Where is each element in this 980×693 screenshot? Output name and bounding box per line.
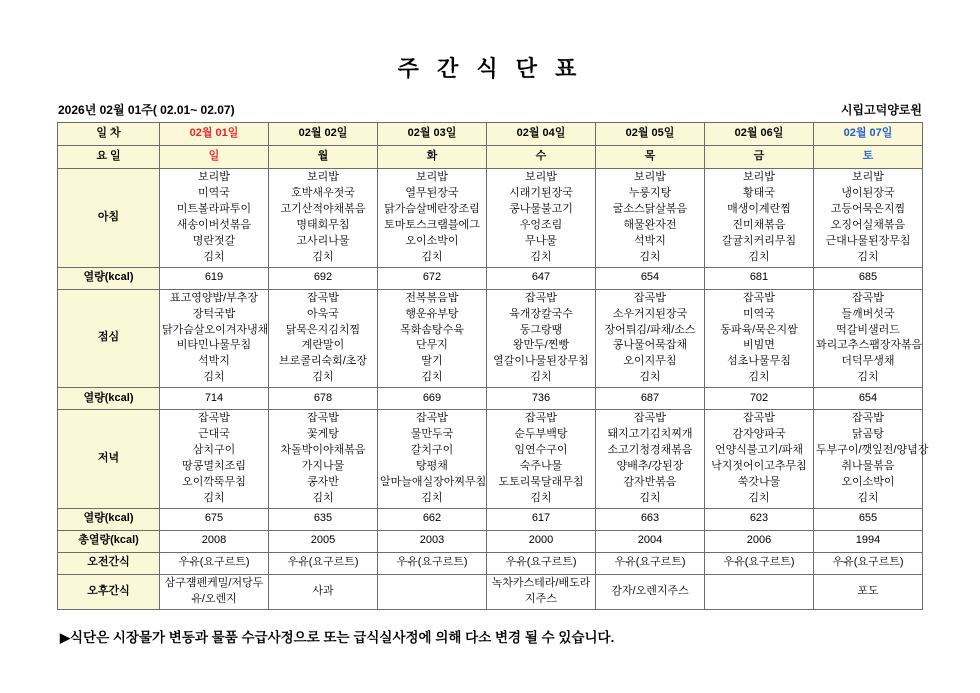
am-snack-0: 우유(요구르트) (160, 552, 269, 574)
menu-item: 황태국 (743, 186, 775, 199)
menu-item: 고사리나물 (296, 234, 350, 247)
menu-item: 굴소스닭살볶음 (612, 202, 688, 215)
pm-snack-1: 사과 (269, 574, 378, 609)
row-label-pm-snack: 오후간식 (58, 574, 160, 609)
menu-item: 차돌박이야채볶음 (280, 444, 366, 457)
row-label-am-snack: 오전간식 (58, 552, 160, 574)
menu-item: 행운유부탕 (405, 307, 459, 320)
menu-item: 닭가슴살메란장조림 (384, 202, 480, 215)
menu-item: 보리밥 (634, 171, 666, 183)
menu-item: 딸기 (421, 355, 443, 368)
row-label-lunch: 점심 (58, 289, 160, 388)
dinner-cell-5 (705, 410, 814, 509)
am-snack-6: 우유(요구르트) (814, 552, 923, 574)
dow-0: 일 (160, 146, 269, 169)
menu-item: 갈치구이 (410, 444, 454, 457)
dow-2: 화 (378, 146, 487, 169)
menu-item: 소고기청경채볶음 (607, 444, 693, 457)
menu-item: 잡곡밥 (634, 412, 666, 425)
lunch-kcal-2: 669 (378, 388, 487, 410)
dinner-cell-4 (596, 410, 705, 509)
menu-item: 김치 (639, 491, 661, 504)
table-row-pm-snack (58, 574, 923, 609)
pm-snack-0: 삼구쟴펜케밀/저당두유/오렌지 (160, 574, 269, 609)
row-label-kcal-breakfast: 열량(kcal) (58, 267, 160, 289)
menu-item: 잡곡밥 (525, 412, 557, 425)
menu-item: 삼치구이 (192, 444, 236, 457)
menu-item: 목화솜탕수육 (400, 323, 464, 336)
lunch-kcal-4: 687 (596, 388, 705, 410)
menu-item: 꽈리고추스팸장자볶음 (816, 339, 923, 352)
footnote (0, 610, 980, 646)
menu-item: 동그랑땡 (519, 323, 563, 336)
dinner-kcal-4: 663 (596, 508, 705, 530)
menu-item: 물만두국 (410, 428, 454, 441)
menu-item: 보리밥 (198, 171, 230, 183)
menu-item: 석박지 (198, 355, 230, 368)
menu-item: 갈귤치커리무침 (721, 234, 797, 247)
dinner-cell-3 (487, 410, 596, 509)
dinner-kcal-6: 655 (814, 508, 923, 530)
menu-item: 임연수구이 (514, 444, 568, 457)
am-snack-1: 우유(요구르트) (269, 552, 378, 574)
breakfast-kcal-5: 681 (705, 267, 814, 289)
footnote-arrow-icon: ▶ (60, 629, 70, 645)
menu-item: 콩나물어묵잡채 (612, 339, 688, 352)
dinner-cell-0 (160, 410, 269, 509)
footnote-text: 식단은 시장물가 변동과 물품 수급사정으로 또는 급식실사정에 의해 다소 변경 될 수 있습니다. (70, 629, 615, 645)
menu-item: 우엉조림 (519, 218, 563, 231)
menu-item: 콩나물불고기 (509, 202, 573, 215)
menu-item: 김치 (639, 250, 661, 263)
dow-3: 수 (487, 146, 596, 169)
breakfast-cell-3 (487, 169, 596, 268)
am-snack-2: 우유(요구르트) (378, 552, 487, 574)
menu-item: 새송이버섯볶음 (176, 218, 252, 231)
lunch-kcal-5: 702 (705, 388, 814, 410)
row-label-kcal-lunch: 열량(kcal) (58, 388, 160, 410)
menu-item: 잡곡밥 (307, 291, 339, 304)
date-header-4: 02월 05일 (596, 123, 705, 146)
menu-item: 육개장칼국수 (509, 307, 573, 320)
row-label-kcal-dinner: 열량(kcal) (58, 508, 160, 530)
menu-item: 김치 (530, 371, 552, 384)
row-label-dinner: 저녁 (58, 410, 160, 509)
menu-item: 가지나물 (301, 460, 345, 473)
lunch-cell-5 (705, 289, 814, 388)
dinner-kcal-3: 617 (487, 508, 596, 530)
pm-snack-2 (378, 574, 487, 609)
breakfast-kcal-6: 685 (814, 267, 923, 289)
table-row-date (58, 123, 923, 146)
row-label-dow: 요 일 (58, 146, 160, 169)
table-row-dinner-kcal (58, 508, 923, 530)
menu-item: 탕평채 (416, 460, 448, 473)
menu-item: 잡곡밥 (852, 412, 884, 425)
menu-item: 김치 (748, 250, 770, 263)
table-row-breakfast (58, 169, 923, 268)
menu-item: 순두부백탕 (514, 428, 568, 441)
menu-item: 열무된장국 (405, 186, 459, 199)
total-kcal-0: 2008 (160, 530, 269, 552)
breakfast-cell-4 (596, 169, 705, 268)
breakfast-kcal-1: 692 (269, 267, 378, 289)
menu-item: 김치 (203, 491, 225, 504)
menu-item: 진미채볶음 (732, 218, 786, 231)
menu-item: 김치 (421, 491, 443, 504)
breakfast-cell-2 (378, 169, 487, 268)
dinner-cell-6 (814, 410, 929, 509)
menu-item: 들깨버섯국 (841, 307, 895, 320)
menu-item: 장어튀김/파채/소스 (604, 323, 696, 336)
menu-item: 오이소박이 (841, 476, 895, 488)
menu-item: 잡곡밥 (743, 412, 775, 425)
dow-4: 목 (596, 146, 705, 169)
menu-item: 두부구이/깻잎전/양념장 (816, 444, 929, 457)
menu-item: 더덕무생채 (841, 355, 895, 368)
dow-6: 토 (814, 146, 923, 169)
menu-item: 단무지 (416, 339, 448, 352)
menu-item: 미역국 (198, 186, 230, 199)
menu-item: 김치 (857, 491, 879, 504)
menu-item: 비타민나물무침 (176, 339, 252, 352)
breakfast-kcal-3: 647 (487, 267, 596, 289)
menu-item: 근대국 (198, 428, 230, 441)
menu-item: 취나물볶음 (841, 460, 895, 473)
date-header-6: 02월 07일 (814, 123, 923, 146)
menu-item: 오이소박이 (405, 234, 459, 247)
lunch-kcal-1: 678 (269, 388, 378, 410)
menu-item: 닭가슴살오이겨자냉채 (162, 323, 269, 336)
menu-item: 김치 (748, 491, 770, 504)
breakfast-kcal-4: 654 (596, 267, 705, 289)
menu-item: 소우거지된장국 (612, 307, 688, 320)
menu-item: 보리밥 (852, 171, 884, 183)
menu-item: 언양식불고기/파채 (714, 444, 804, 457)
dow-5: 금 (705, 146, 814, 169)
dow-1: 월 (269, 146, 378, 169)
total-kcal-6: 1994 (814, 530, 923, 552)
breakfast-cell-0 (160, 169, 269, 268)
menu-item: 해물완자전 (623, 218, 677, 231)
lunch-cell-0 (160, 289, 269, 388)
lunch-kcal-6: 654 (814, 388, 923, 410)
am-snack-4: 우유(요구르트) (596, 552, 705, 574)
pm-snack-4: 감자/오렌지주스 (596, 574, 705, 609)
menu-item: 잡곡밥 (852, 291, 884, 304)
menu-item: 보리밥 (743, 171, 775, 183)
row-label-date: 일 차 (58, 123, 160, 146)
menu-item: 숙주나물 (519, 460, 563, 473)
menu-item: 김치 (312, 491, 334, 504)
menu-item: 무나물 (525, 234, 557, 247)
menu-item: 고등어묵은지찜 (830, 202, 906, 215)
table-row-dinner (58, 410, 923, 509)
table-row-lunch (58, 289, 923, 388)
dinner-cell-1 (269, 410, 378, 509)
am-snack-5: 우유(요구르트) (705, 552, 814, 574)
menu-item: 김치 (312, 250, 334, 263)
breakfast-cell-6 (814, 169, 923, 268)
table-row-lunch-kcal (58, 388, 923, 410)
menu-item: 보리밥 (307, 171, 339, 183)
total-kcal-2: 2003 (378, 530, 487, 552)
dinner-kcal-1: 635 (269, 508, 378, 530)
lunch-cell-3 (487, 289, 596, 388)
menu-item: 미역국 (743, 307, 775, 320)
menu-item: 명란젓갈 (192, 234, 236, 247)
menu-item: 김치 (748, 371, 770, 384)
table-row-dow (58, 146, 923, 169)
menu-item: 석박지 (634, 234, 666, 247)
menu-item: 닭곰탕 (852, 428, 884, 441)
menu-item: 냉이된장국 (841, 186, 895, 199)
menu-item: 김치 (421, 250, 443, 263)
total-kcal-3: 2000 (487, 530, 596, 552)
menu-item: 잡곡밥 (198, 412, 230, 425)
breakfast-cell-1 (269, 169, 378, 268)
menu-item: 왕만두/찐빵 (512, 339, 570, 352)
menu-item: 감자반볶음 (623, 476, 677, 488)
menu-item: 김치 (857, 250, 879, 263)
menu-item: 김치 (203, 371, 225, 384)
lunch-cell-6 (814, 289, 923, 388)
lunch-kcal-3: 736 (487, 388, 596, 410)
menu-item: 매생이계란찜 (727, 202, 791, 215)
menu-item: 보리밥 (525, 171, 557, 183)
menu-item: 브로콜리숙회/초장 (278, 355, 368, 368)
institution-label: 시립고덕양로원 (840, 103, 922, 117)
pm-snack-3: 녹차카스테라/배도라지주스 (487, 574, 596, 609)
menu-item: 잡곡밥 (307, 412, 339, 425)
table-row-total-kcal (58, 530, 923, 552)
menu-item: 동파육/묵은지쌈 (720, 323, 798, 336)
menu-item: 낙지젓어이고추무침 (711, 460, 807, 473)
menu-item: 도토리묵달래무침 (498, 476, 584, 488)
menu-item: 계란말이 (301, 339, 345, 352)
breakfast-kcal-2: 672 (378, 267, 487, 289)
date-header-3: 02월 04일 (487, 123, 596, 146)
row-label-total-kcal: 총열량(kcal) (58, 530, 160, 552)
menu-item: 비빔면 (743, 339, 775, 352)
menu-item: 쑥갓나물 (737, 476, 781, 488)
total-kcal-5: 2006 (705, 530, 814, 552)
menu-item: 섬초나물무침 (727, 355, 791, 368)
menu-item: 꽃게탕 (307, 428, 339, 441)
date-header-0: 02월 01일 (160, 123, 269, 146)
menu-item: 보리밥 (416, 171, 448, 183)
page-title: 주 간 식 단 표 (397, 56, 583, 81)
menu-item: 오이깍뚝무침 (182, 476, 246, 488)
dinner-kcal-0: 675 (160, 508, 269, 530)
total-kcal-1: 2005 (269, 530, 378, 552)
menu-item: 김치 (639, 371, 661, 384)
weekly-menu-table (57, 122, 929, 610)
menu-item: 열갈이나물된장무침 (493, 355, 589, 368)
row-label-breakfast: 아침 (58, 169, 160, 268)
menu-item: 장턱국밥 (192, 307, 236, 320)
menu-item: 김치 (857, 371, 879, 384)
table-row-am-snack (58, 552, 923, 574)
menu-item: 잡곡밥 (416, 412, 448, 425)
pm-snack-5 (705, 574, 814, 609)
menu-item: 토마토스크램블에그 (384, 218, 480, 231)
menu-item: 알마늘애실장아찌무침 (380, 476, 487, 488)
table-row-breakfast-kcal (58, 267, 923, 289)
date-header-1: 02월 02일 (269, 123, 378, 146)
menu-item: 김치 (312, 371, 334, 384)
lunch-cell-4 (596, 289, 705, 388)
menu-item: 떡갈비샐러드 (836, 323, 900, 336)
menu-item: 오이지무침 (623, 355, 677, 368)
menu-item: 미트볼라파투이 (176, 202, 252, 215)
menu-item: 명태회무침 (296, 218, 350, 231)
menu-item: 감자양파국 (732, 428, 786, 441)
menu-item: 누룽지탕 (628, 186, 672, 199)
menu-item: 김치 (421, 371, 443, 384)
period-label: 2026년 02월 01주( 02.01~ 02.07) (58, 103, 235, 117)
meta-row (0, 83, 980, 122)
menu-item: 표고영양밥/부추장 (169, 291, 259, 304)
dinner-kcal-5: 623 (705, 508, 814, 530)
total-kcal-4: 2004 (596, 530, 705, 552)
menu-item: 김치 (530, 491, 552, 504)
menu-item: 잡곡밥 (743, 291, 775, 304)
lunch-cell-1 (269, 289, 378, 388)
menu-item: 양배추/강된장 (616, 460, 684, 473)
dinner-kcal-2: 662 (378, 508, 487, 530)
date-header-5: 02월 06일 (705, 123, 814, 146)
dinner-cell-2 (378, 410, 487, 509)
breakfast-kcal-0: 619 (160, 267, 269, 289)
lunch-cell-2 (378, 289, 487, 388)
menu-item: 근대나물된장무침 (825, 234, 911, 247)
menu-item: 오징어실채볶음 (830, 218, 906, 231)
menu-item: 김치 (203, 250, 225, 263)
menu-item: 시래기된장국 (509, 186, 573, 199)
menu-item: 땅콩멸치조림 (182, 460, 246, 473)
menu-item: 아욱국 (307, 307, 339, 320)
menu-item: 김치 (530, 250, 552, 263)
menu-item: 콩자반 (307, 476, 339, 488)
menu-item: 호박새우젓국 (291, 186, 355, 199)
date-header-2: 02월 03일 (378, 123, 487, 146)
am-snack-3: 우유(요구르트) (487, 552, 596, 574)
menu-item: 닭묵은지김치찜 (285, 323, 361, 336)
lunch-kcal-0: 714 (160, 388, 269, 410)
menu-item: 잡곡밥 (634, 291, 666, 304)
pm-snack-6: 포도 (814, 574, 923, 609)
breakfast-cell-5 (705, 169, 814, 268)
menu-item: 돼지고기김치찌개 (607, 428, 693, 441)
menu-item: 고기산적야채볶음 (280, 202, 366, 215)
menu-item: 잡곡밥 (525, 291, 557, 304)
menu-item: 전복볶음밥 (405, 291, 459, 304)
